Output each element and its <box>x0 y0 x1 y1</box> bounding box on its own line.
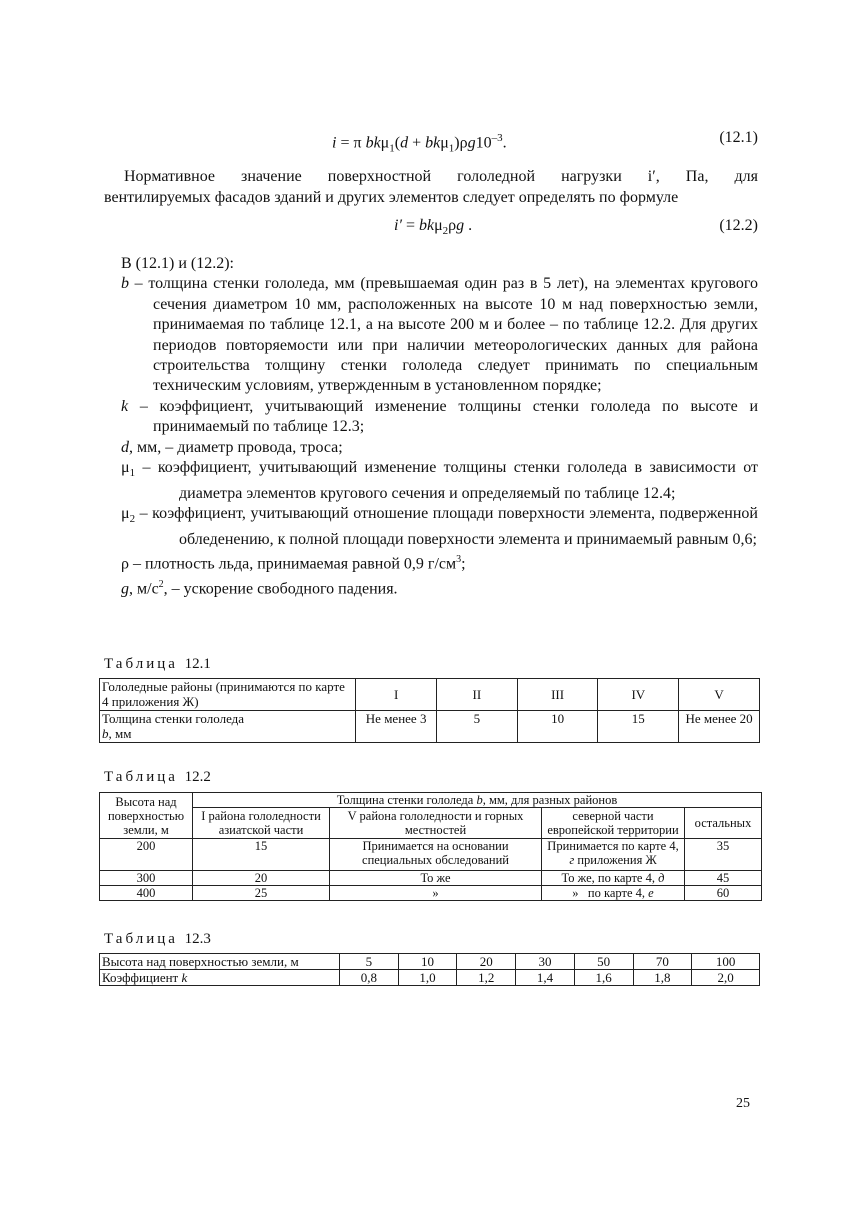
table-12-3-coef: 1,8 <box>633 970 692 986</box>
table-12-2-height-header: Высота над поверхностью земли, м <box>100 793 193 839</box>
table-row <box>100 793 762 808</box>
table-12-1-header: I <box>356 679 437 711</box>
table-12-2-height: 400 <box>100 886 193 901</box>
table-12-2-cell: 45 <box>685 871 762 886</box>
table-12-3-coef: 1,4 <box>516 970 575 986</box>
table-12-1-value: 10 <box>517 711 598 743</box>
table-12-3-height: 10 <box>398 954 457 970</box>
table-12-2-cell: То же <box>330 871 542 886</box>
table-row <box>100 808 762 839</box>
table-12-2-cell: То же, по карте 4, д <box>542 871 685 886</box>
table-row <box>100 839 762 871</box>
table-12-3-height: 50 <box>574 954 633 970</box>
definition-rho: ρ – плотность льда, принимаемая равной 0,9 $г/см^3$; <box>121 554 466 573</box>
table-12-3-height: 30 <box>516 954 575 970</box>
table-12-1-header: II <box>437 679 518 711</box>
table-row <box>100 711 760 743</box>
table-12-1 <box>99 678 760 743</box>
definition-b: b – толщина стенки гололеда, мм (превышаемая один раз в 5 лет), на элементах кругового сечения диаметром 10 мм, расположенных на высоте 10 м над поверхностью земли, принимаемая по таблице 12.1, а на высоте 200 м и более – по таблице 12.2. Для других периодов повторяемости или при наличии метеорологических данных для района строительства толщину стенки гололеда следует принимать по специальным техническим условиям, утвержденным в установленном порядке; <box>121 275 758 395</box>
definition-k: k – коэффициент, учитывающий изменение толщины стенки гололеда по высоте и принимаемый по таблице 12.3; <box>121 397 758 436</box>
table-12-2-cell: 15 <box>193 839 330 871</box>
definitions-heading: В (12.1) и (12.2): <box>121 255 234 272</box>
intro-line-2: вентилируемых фасадов зданий и других элементов следует определять по формуле <box>104 189 679 206</box>
table-12-3-coef: 1,6 <box>574 970 633 986</box>
table-12-1-value: Не менее 3 <box>356 711 437 743</box>
table-12-2-height: 300 <box>100 871 193 886</box>
table-12-1-header: V <box>679 679 760 711</box>
table-12-1-value: 5 <box>437 711 518 743</box>
table-row <box>100 954 760 970</box>
table-12-2-caption: Таблица 12.2 <box>104 769 211 785</box>
table-12-3-height: 5 <box>340 954 399 970</box>
table-12-3-caption: Таблица 12.3 <box>104 931 211 947</box>
formula-12-2-number: (12.2) <box>719 217 758 234</box>
table-12-2-cell: » по карте 4, е <box>542 886 685 901</box>
page-number: 25 <box>736 1096 750 1111</box>
table-12-1-thickness-label: Толщина стенки гололеда b, мм <box>100 711 356 743</box>
table-12-1-value: Не менее 20 <box>679 711 760 743</box>
table-12-3-coef-label: Коэффициент k <box>100 970 340 986</box>
table-12-2-height: 200 <box>100 839 193 871</box>
table-12-1-value: 15 <box>598 711 679 743</box>
table-12-2-subheader: V района гололедности и горных местностей <box>330 808 542 839</box>
table-12-2-subheader: северной части европейской территории <box>542 808 685 839</box>
table-12-3-coef: 1,0 <box>398 970 457 986</box>
definitions-list <box>104 254 758 600</box>
table-12-2-cell: Принимается по карте 4, г приложения Ж <box>542 839 685 871</box>
table-12-3-height-label: Высота над поверхностью земли, м <box>100 954 340 970</box>
intro-paragraph <box>104 166 758 208</box>
table-12-2-cell: Принимается на основании специальных обследований <box>330 839 542 871</box>
table-12-2-cell: » <box>330 886 542 901</box>
table-12-2-subheader: остальных <box>685 808 762 839</box>
definition-g: g, $м/с^2$, – ускорение свободного падения. <box>121 578 398 598</box>
table-row <box>100 970 760 986</box>
table-12-1-header: IV <box>598 679 679 711</box>
table-12-1-caption: Таблица 12.1 <box>104 656 211 672</box>
definition-mu2: $\mu_2$ – коэффициент, учитывающий отношение площади поверхности элемента, подверженной обледенению, к полной площади поверхности элемента и принимаемый равным 0,6; <box>121 505 758 548</box>
table-12-1-region-label: Гололедные районы (принимаются по карте 4 приложения Ж) <box>100 679 356 711</box>
table-12-3 <box>99 953 760 986</box>
table-12-3-height: 70 <box>633 954 692 970</box>
table-12-1-header: III <box>517 679 598 711</box>
table-12-3-height: 20 <box>457 954 516 970</box>
table-12-2-cell: 20 <box>193 871 330 886</box>
table-row <box>100 871 762 886</box>
table-12-3-height: 100 <box>692 954 760 970</box>
table-12-2-cell: 60 <box>685 886 762 901</box>
table-12-2-subheader: I района гололедности азиатской части <box>193 808 330 839</box>
table-12-3-coef: 0,8 <box>340 970 399 986</box>
table-12-3-coef: 2,0 <box>692 970 760 986</box>
table-12-3-coef: 1,2 <box>457 970 516 986</box>
definition-d: d, мм, – диаметр провода, троса; <box>121 438 343 456</box>
table-12-2-cell: 25 <box>193 886 330 901</box>
table-12-2-cell: 35 <box>685 839 762 871</box>
formula-12-2-expression: i′ = bkμ$_2$ρg . <box>394 217 473 238</box>
table-row <box>100 679 760 711</box>
table-row <box>100 886 762 901</box>
table-12-2 <box>99 792 762 901</box>
definition-mu1: $\mu_1$ – коэффициент, учитывающий изменение толщины стенки гололеда в зависимости от диаметра элементов кругового сечения и определяемый по таблице 12.4; <box>121 459 758 502</box>
table-12-2-group-header: Толщина стенки гололеда b, мм, для разных районов <box>193 793 762 808</box>
formula-12-1-expression: i = π $bk\mu_1(d + bk\mu_1)\rho g10^{-3}$. <box>332 132 507 155</box>
intro-line-1: Нормативное значение поверхностной гололедной нагрузки i′, Па, для <box>124 168 758 185</box>
formula-12-1-number: (12.1) <box>719 129 758 146</box>
